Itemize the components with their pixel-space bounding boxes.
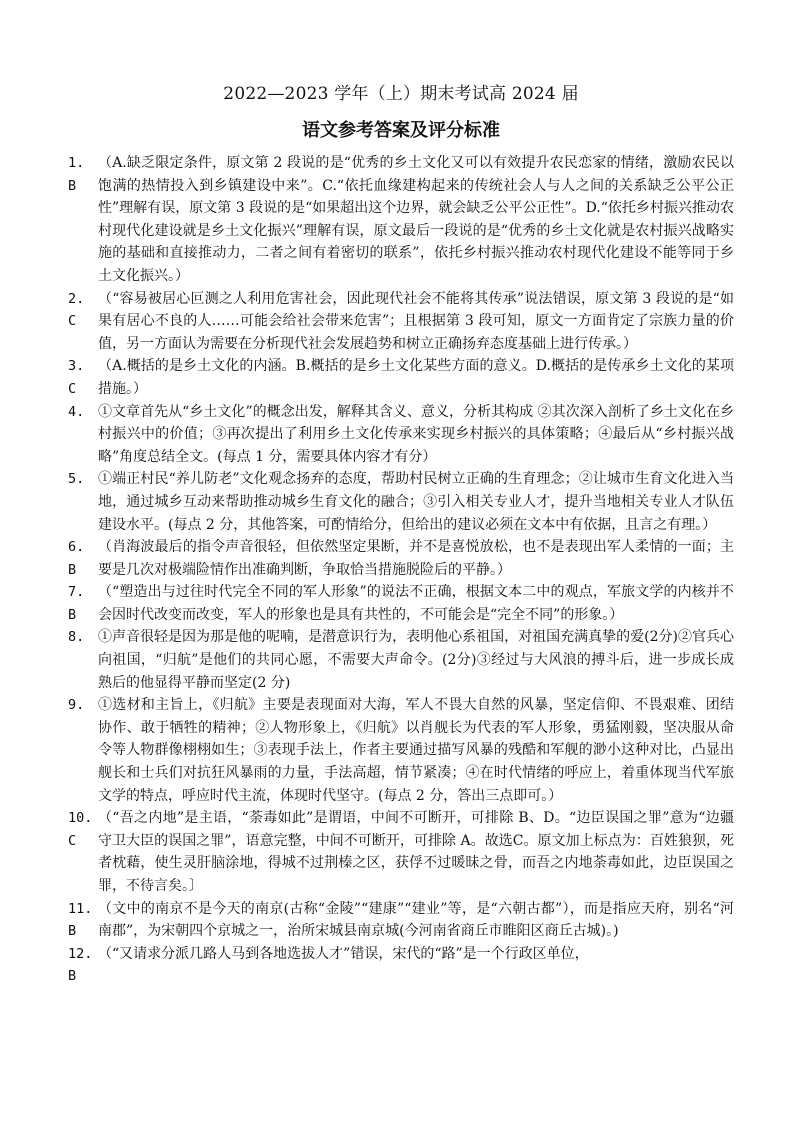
answer-text: （“塑造出与过往时代完全不同的军人形象”的说法不正确，根据文本二中的观点，军旅文学的内核并不会因时代改变而改变，军人的形象也是具有共性的，不可能会是“完全不同”的形象。） [98, 584, 734, 623]
answer-item [68, 626, 734, 694]
answer-list [68, 152, 734, 985]
answer-text: （A.概括的是乡土文化的内涵。B.概括的是乡土文化某些方面的意义。D.概括的是传承乡土文化的某项措施。） [98, 358, 734, 397]
answer-text: （“吾之内地”是主语，“荼毒如此”是谓语，中间不可断开，可排除 B、D。“边臣误国之罪”意为“边疆守卫大臣的误国之罪”，语意完整，中间不可断开，可排除 A。故选C。原文加上标点为：百姓狼狈，死者枕藉，使生灵肝脑涂地，得城不过荆榛之区，获俘不过暖昧之骨，而吾之内地荼毒如此，边臣误国之罪，不待言矣。〕 [98, 810, 734, 894]
answer-item [68, 581, 734, 626]
page-subtitle: 语文参考答案及评分标准 [302, 120, 500, 141]
answer-item [68, 401, 734, 469]
answer-number: 3. C [68, 358, 85, 397]
answer-item [68, 694, 734, 807]
answer-item [68, 152, 734, 288]
answer-text: （肖海波最后的指令声音很轻，但依然坚定果断，并不是喜悦放松，也不是表现出军人柔情的一面；主要是几次对极端险情作出准确判断，争取恰当措施脱险后的平静。） [98, 539, 734, 578]
answer-text: （“容易被居心叵测之人利用危害社会，因此现代社会不能将其传承”说法错误，原文第 3 段说的是“如果有居心不良的人……可能会给社会带来危害”；且根据第 3 段可知，原文一方面肯定了宗族力量的价值，另一方面认为需要在分析现代社会发展趋势和树立正确扬弃态度基础上进行传承。） [98, 290, 734, 352]
answer-text: ①选材和主旨上，《归航》主要是表现面对大海，军人不畏大自然的风暴，坚定信仰、不畏艰难、团结协作、敢于牺牲的精神；②人物形象上，《归航》以肖舰长为代表的军人形象，勇猛刚毅，坚决服从命令等人物群像栩栩如生；③表现手法上，作者主要通过描写风暴的残酷和军舰的渺小这种对比，凸显出舰长和士兵们对抗狂风暴雨的力量，手法高超，情节紧凑；④在时代情绪的呼应上，着重体现当代军旅文学的特点，呼应时代主流，体现时代坚守。(每点 2 分，答出三点即可。） [98, 697, 734, 804]
page-title: 2022—2023 学年（上）期末考试高 2024 届 [223, 84, 579, 104]
answer-text: ①声音很轻是因为那是他的呢喃，是潜意识行为，表明他心系祖国，对祖国充满真挚的爱(2分)②官兵心向祖国，“归航”是他们的共同心愿，不需要大声命令。(2分)③经过与大风浪的搏斗后，进一步成长成熟后的他显得平静而坚定(2 分) [98, 629, 734, 691]
answer-number: 6. B [68, 539, 85, 578]
answer-number: 7. B [68, 584, 85, 623]
answer-number: 11. B [68, 900, 93, 940]
answer-item [68, 536, 734, 581]
answer-number: 1. B [68, 155, 85, 194]
answer-number: 9. [68, 697, 85, 714]
answer-text: （“又请求分派几路人马到各地选拔人才”错误，宋代的“路”是一个行政区单位， [98, 945, 589, 962]
answer-number: 5. [68, 471, 85, 488]
answer-text: （文中的南京不是今天的南京(古称“金陵”“建康”“建业”等，是“六朝古都”），而是指应天府，别名“河南郡”，为宋朝四个京城之一，治所宋城县南京城(今河南省商丘市睢阳区商丘古城)。) [98, 900, 734, 940]
answer-item [68, 355, 734, 400]
answer-text: ①文章首先从“乡土文化”的概念出发，解释其含义、意义，分析其构成 ②其次深入剖析了乡土文化在乡村振兴中的价值；③再次提出了利用乡土文化传承来实现乡村振兴的具体策略；④最后从“乡村振兴战略”角度总结全文。(每点 1 分，需要具体内容才有分） [98, 403, 734, 465]
answer-text: （A.缺乏限定条件，原文第 2 段说的是“优秀的乡土文化又可以有效提升农民恋家的情绪，激励农民以饱满的热情投入到乡镇建设中来”。C.“依托血缘建构起来的传统社会人与人之间的关系缺乏公平公正性”理解有误，原文第 3 段说的是“如果超出这个边界，就会缺乏公平公正性”。D.“依托乡村振兴推动农村现代化建设就是乡土文化振兴”理解有误，原文最后一段说的是“优秀的乡土文化就是农村振兴战略实施的基础和直接推动力，二者之间有着密切的联系”，依托乡村振兴推动农村现代化建设不能等同于乡土文化振兴。） [98, 155, 734, 284]
answer-item [68, 807, 734, 897]
answer-number: 12. B [68, 945, 93, 985]
answer-item [68, 943, 734, 985]
answer-item [68, 898, 734, 943]
answer-item [68, 468, 734, 536]
answer-item [68, 288, 734, 356]
answer-number: 10. C [68, 810, 93, 849]
answer-text: ①端正村民“养儿防老”文化观念扬弃的态度，帮助村民树立正确的生育理念；②让城市生育文化进入当地，通过城乡互动来帮助推动城乡生育文化的融合；③引入相关专业人才，提升当地相关专业人才队伍建设水平。(每点 2 分，其他答案，可酌情给分，但给出的建议必须在文本中有依据，且言之有理。） [98, 471, 734, 533]
answer-number: 4. [68, 403, 85, 420]
answer-number: 2. C [68, 290, 85, 330]
answer-number: 8. [68, 629, 85, 646]
